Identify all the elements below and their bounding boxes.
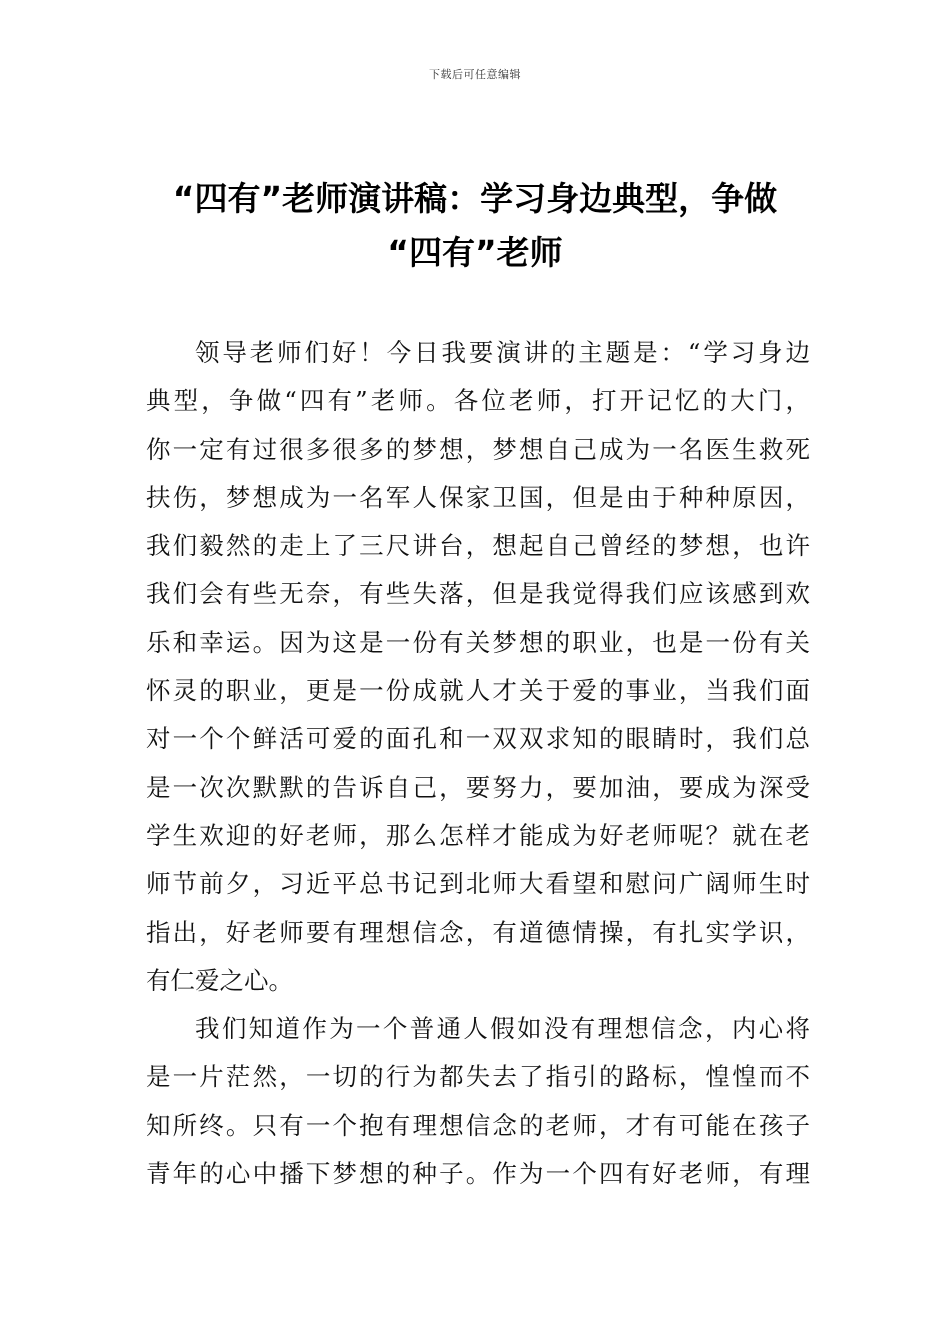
paragraph-1 — [146, 329, 810, 1005]
text-line: 怀灵的职业，更是一份成就人才关于爱的事业，当我们面 — [146, 676, 810, 706]
header-note: 下载后可任意编辑 — [429, 68, 521, 81]
text-line: 是一片茫然，一切的行为都失去了指引的路标，惶惶而不 — [146, 1062, 810, 1092]
text-line: 我们毅然的走上了三尺讲台，想起自己曾经的梦想，也许 — [146, 531, 810, 561]
text-line: 典型，争做“四有”老师。各位老师，打开记忆的大门， — [146, 386, 810, 416]
text-line: 青年的心中播下梦想的种子。作为一个四有好老师，有理 — [146, 1159, 810, 1189]
paragraph-2 — [146, 1005, 810, 1198]
text-line: 领导老师们好！今日我要演讲的主题是：“学习身边 — [195, 338, 810, 367]
text-line: 我们知道作为一个普通人假如没有理想信念，内心将 — [195, 1014, 810, 1044]
document-title — [140, 172, 810, 280]
title-line: “四有”老师演讲稿：学习身边典型，争做 — [172, 179, 778, 218]
text-line: 扶伤，梦想成为一名军人保家卫国，但是由于种种原因， — [146, 482, 810, 512]
text-line: 你一定有过很多很多的梦想，梦想自己成为一名医生救死 — [146, 434, 810, 464]
text-line: 我们会有些无奈，有些失落，但是我觉得我们应该感到欢 — [146, 579, 810, 609]
title-line: “四有”老师 — [387, 233, 563, 272]
text-line: 师节前夕，习近平总书记到北师大看望和慰问广阔师生时 — [146, 869, 810, 899]
text-line: 学生欢迎的好老师，那么怎样才能成为好老师呢？就在老 — [146, 820, 810, 850]
text-line: 指出，好老师要有理想信念，有道德情操，有扎实学识， — [146, 917, 810, 947]
text-line: 乐和幸运。因为这是一份有关梦想的职业，也是一份有关 — [146, 627, 810, 657]
text-line: 是一次次默默的告诉自己，要努力，要加油，要成为深受 — [146, 772, 810, 802]
text-line: 有仁爱之心。 — [146, 965, 293, 995]
text-line: 对一个个鲜活可爱的面孔和一双双求知的眼睛时，我们总 — [146, 724, 810, 754]
text-line: 知所终。只有一个抱有理想信念的老师，才有可能在孩子 — [146, 1110, 810, 1140]
document-body — [146, 329, 810, 1198]
